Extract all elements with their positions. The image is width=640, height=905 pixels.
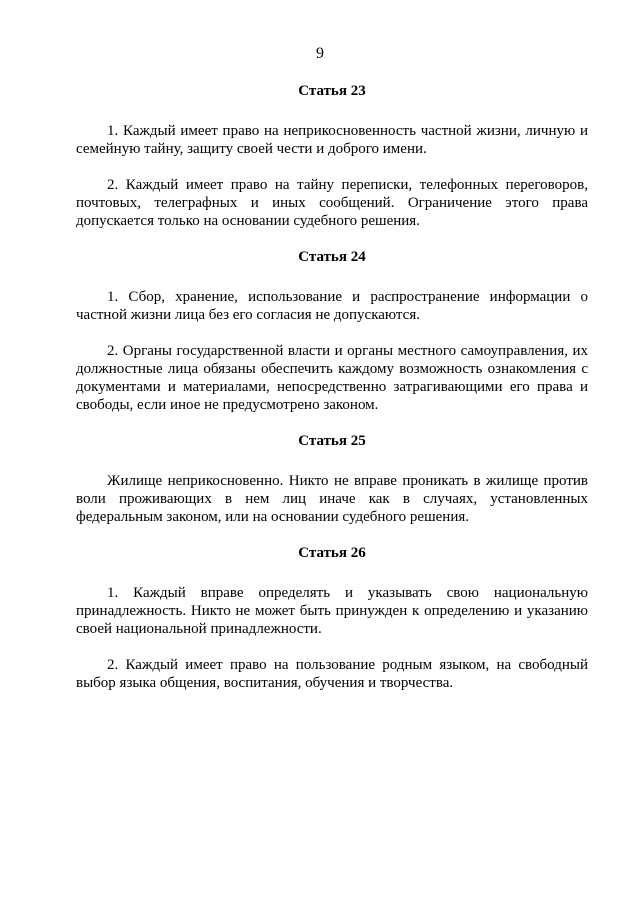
- article-paragraph: Жилище неприкосновенно. Никто не вправе проникать в жилище против воли проживающих в нем лиц иначе как в случаях, установленных федеральным законом, или на основании судебного решения.: [76, 473, 588, 525]
- article-26: [76, 544, 588, 692]
- article-25: [76, 432, 588, 526]
- article-paragraph: 2. Каждый имеет право на тайну переписки, телефонных переговоров, почтовых, телеграфных и иных сообщений. Ограничение этого права допускается только на основании судебного решения.: [76, 177, 588, 229]
- document-body: [76, 82, 588, 708]
- article-paragraph: 2. Каждый имеет право на пользование родным языком, на свободный выбор языка общения, воспитания, обучения и творчества.: [76, 657, 588, 691]
- article-24: [76, 248, 588, 414]
- article-23: [76, 82, 588, 230]
- article-paragraph: 1. Каждый имеет право на неприкосновенность частной жизни, личную и семейную тайну, защиту своей чести и доброго имени.: [76, 123, 588, 157]
- article-title: Статья 24: [298, 249, 366, 265]
- article-title: Статья 26: [298, 545, 366, 561]
- article-paragraph: 2. Органы государственной власти и органы местного самоуправления, их должностные лица обязаны обеспечить каждому возможность ознакомления с документами и материалами, непосредственно затрагивающими его права и свободы, если иное не предусмотрено законом.: [76, 343, 588, 413]
- article-paragraph: 1. Сбор, хранение, использование и распространение информации о частной жизни лица без его согласия не допускаются.: [76, 289, 588, 323]
- article-paragraph: 1. Каждый вправе определять и указывать свою национальную принадлежность. Никто не может быть принужден к определению и указанию своей национальной принадлежности.: [76, 585, 588, 637]
- page-number: 9: [316, 45, 324, 62]
- article-title: Статья 23: [298, 83, 366, 99]
- article-title: Статья 25: [298, 433, 366, 449]
